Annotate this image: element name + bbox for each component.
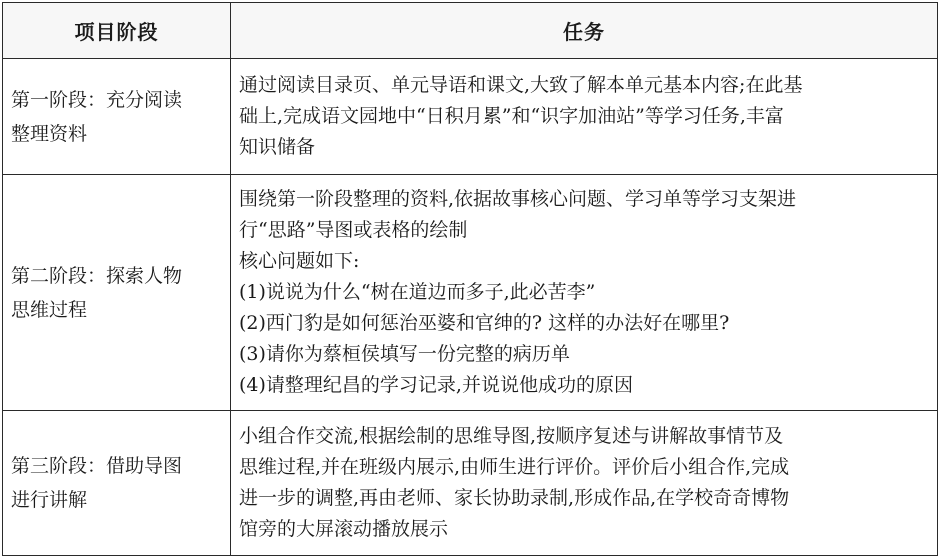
task-text: 进一步的调整,再由老师、家长协助录制,形成作品,在学校奇奇博物	[239, 487, 790, 509]
stage-text: 第一阶段：充分阅读	[11, 88, 183, 111]
project-stage-table	[2, 2, 938, 556]
task-text: (4)请整理纪昌的学习记录,并说说他成功的原因	[239, 374, 633, 396]
task-text: 础上,完成语文园地中“日积月累”和“识字加油站”等学习任务,丰富	[239, 105, 784, 127]
task-text: 行“思路”导图或表格的绘制	[239, 219, 468, 241]
table-row	[3, 175, 938, 411]
stage-text: 第二阶段：探索人物	[11, 264, 183, 287]
table-header-row	[3, 3, 938, 59]
task-text: (3)请你为蔡桓侯填写一份完整的病历单	[239, 343, 570, 365]
task-cell	[231, 59, 938, 175]
task-text: 围绕第一阶段整理的资料,依据故事核心问题、学习单等学习支架进	[239, 188, 797, 210]
stage-text: 进行讲解	[11, 489, 88, 511]
stage-cell	[3, 175, 231, 411]
task-text: 核心问题如下:	[239, 250, 360, 272]
stage-text: 思维过程	[11, 298, 88, 321]
stage-cell	[3, 59, 231, 175]
task-text: 馆旁的大屏滚动播放展示	[239, 518, 449, 540]
table-row	[3, 59, 938, 175]
stage-text: 第三阶段：借助导图	[11, 455, 183, 477]
task-text: 思维过程,并在班级内展示,由师生进行评价。评价后小组合作,完成	[239, 456, 790, 478]
task-cell	[231, 411, 938, 556]
header-stage: 项目阶段	[3, 3, 231, 59]
task-text: 小组合作交流,根据绘制的思维导图,按顺序复述与讲解故事情节及	[239, 425, 784, 447]
header-task: 任务	[231, 3, 938, 59]
task-cell	[231, 175, 938, 411]
task-text: (2)西门豹是如何惩治巫婆和官绅的? 这样的办法好在哪里?	[239, 312, 730, 334]
stage-text: 整理资料	[11, 122, 88, 145]
table-row	[3, 411, 938, 556]
task-text: 知识储备	[239, 136, 316, 158]
stage-cell	[3, 411, 231, 556]
task-text: 通过阅读目录页、单元导语和课文,大致了解本单元基本内容;在此基	[239, 74, 803, 96]
task-text: (1)说说为什么“树在道边而多子,此必苦李”	[239, 281, 596, 303]
